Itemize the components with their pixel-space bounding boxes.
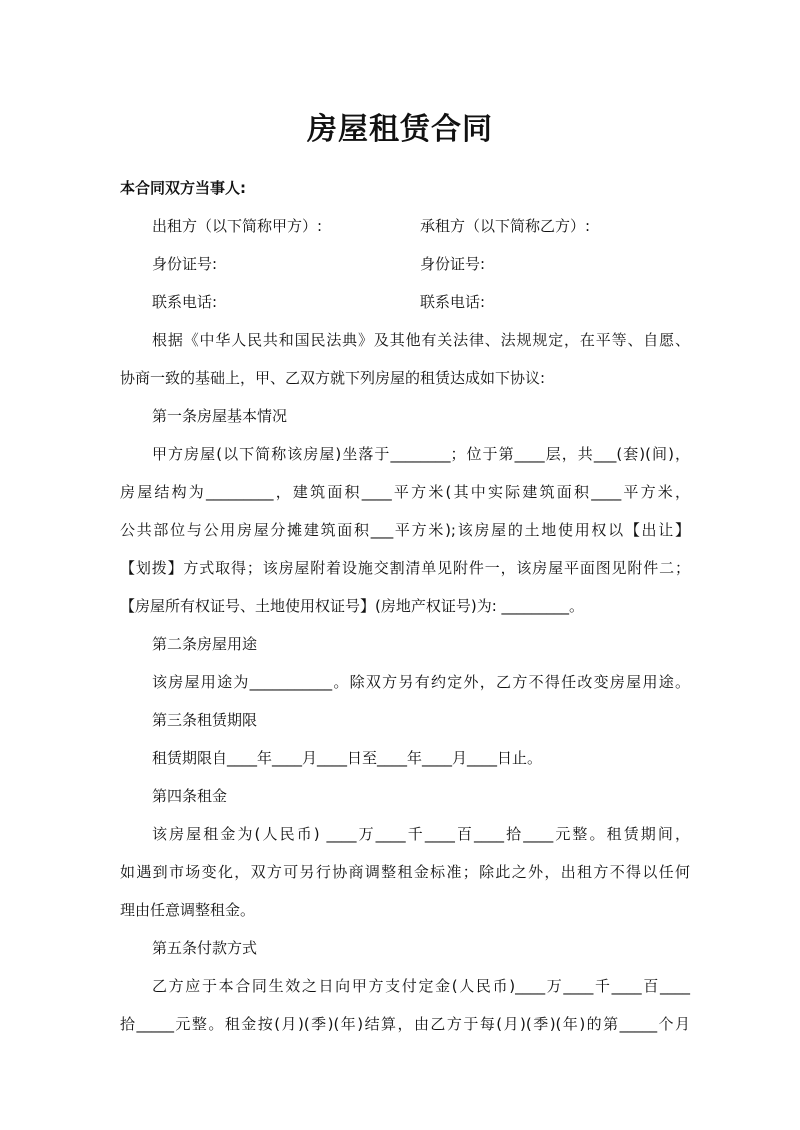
article-1-line-2: 房屋结构为_________，建筑面积____平方米(其中实际建筑面积____平方米， bbox=[120, 483, 690, 501]
article-1-line-1: 甲方房屋(以下简称该房屋)坐落于________；位于第____层，共___(套)(间)， bbox=[152, 445, 690, 463]
article-5-line-2: 拾_____元整。租金按(月)(季)(年)结算，由乙方于每(月)(季)(年)的第_____个月 bbox=[120, 1015, 690, 1033]
parties-heading: 本合同双方当事人: bbox=[120, 179, 246, 197]
document-title: 房屋租赁合同 bbox=[307, 112, 493, 147]
article-3-line-1: 租赁期限自____年____月____日至____年____月____日止。 bbox=[152, 749, 543, 767]
lessor-phone-label: 联系电话: bbox=[152, 293, 218, 311]
intro-paragraph-line-1: 根据《中华人民共和国民法典》及其他有关法律、法规规定，在平等、自愿、 bbox=[152, 331, 690, 349]
article-1-line-4: 【划拨】方式取得；该房屋附着设施交割清单见附件一，该房屋平面图见附件二； bbox=[120, 559, 690, 577]
intro-paragraph-line-2: 协商一致的基础上，甲、乙双方就下列房屋的租赁达成如下协议: bbox=[120, 369, 546, 387]
lessee-phone-label: 联系电话: bbox=[420, 293, 486, 311]
article-4-line-1: 该房屋租金为(人民币) ____万____千____百____拾____元整。租赁期间， bbox=[152, 825, 690, 843]
article-1-line-5: 【房屋所有权证号、土地使用权证号】(房地产权证号)为: _________。 bbox=[120, 597, 585, 615]
article-1-title: 第一条房屋基本情况 bbox=[152, 407, 288, 425]
article-5-title: 第五条付款方式 bbox=[152, 939, 258, 957]
lessor-label: 出租方（以下简称甲方）: bbox=[152, 217, 323, 235]
lessor-id-label: 身份证号: bbox=[152, 255, 218, 273]
article-2-line-1: 该房屋用途为___________。除双方另有约定外，乙方不得任改变房屋用途。 bbox=[152, 673, 690, 691]
article-1-line-3: 公共部位与公用房屋分摊建筑面积___平方米);该房屋的土地使用权以【出让】 bbox=[120, 521, 690, 539]
lessee-label: 承租方（以下简称乙方）: bbox=[420, 217, 591, 235]
article-4-line-3: 理由任意调整租金。 bbox=[120, 901, 256, 919]
article-2-title: 第二条房屋用途 bbox=[152, 635, 258, 653]
article-5-line-1: 乙方应于本合同生效之日向甲方支付定金(人民币)____万____千____百____ bbox=[152, 977, 690, 995]
article-3-title: 第三条租赁期限 bbox=[152, 711, 258, 729]
article-4-line-2: 如遇到市场变化，双方可另行协商调整租金标准；除此之外，出租方不得以任何 bbox=[120, 863, 690, 881]
article-4-title: 第四条租金 bbox=[152, 787, 228, 805]
lessee-id-label: 身份证号: bbox=[420, 255, 486, 273]
